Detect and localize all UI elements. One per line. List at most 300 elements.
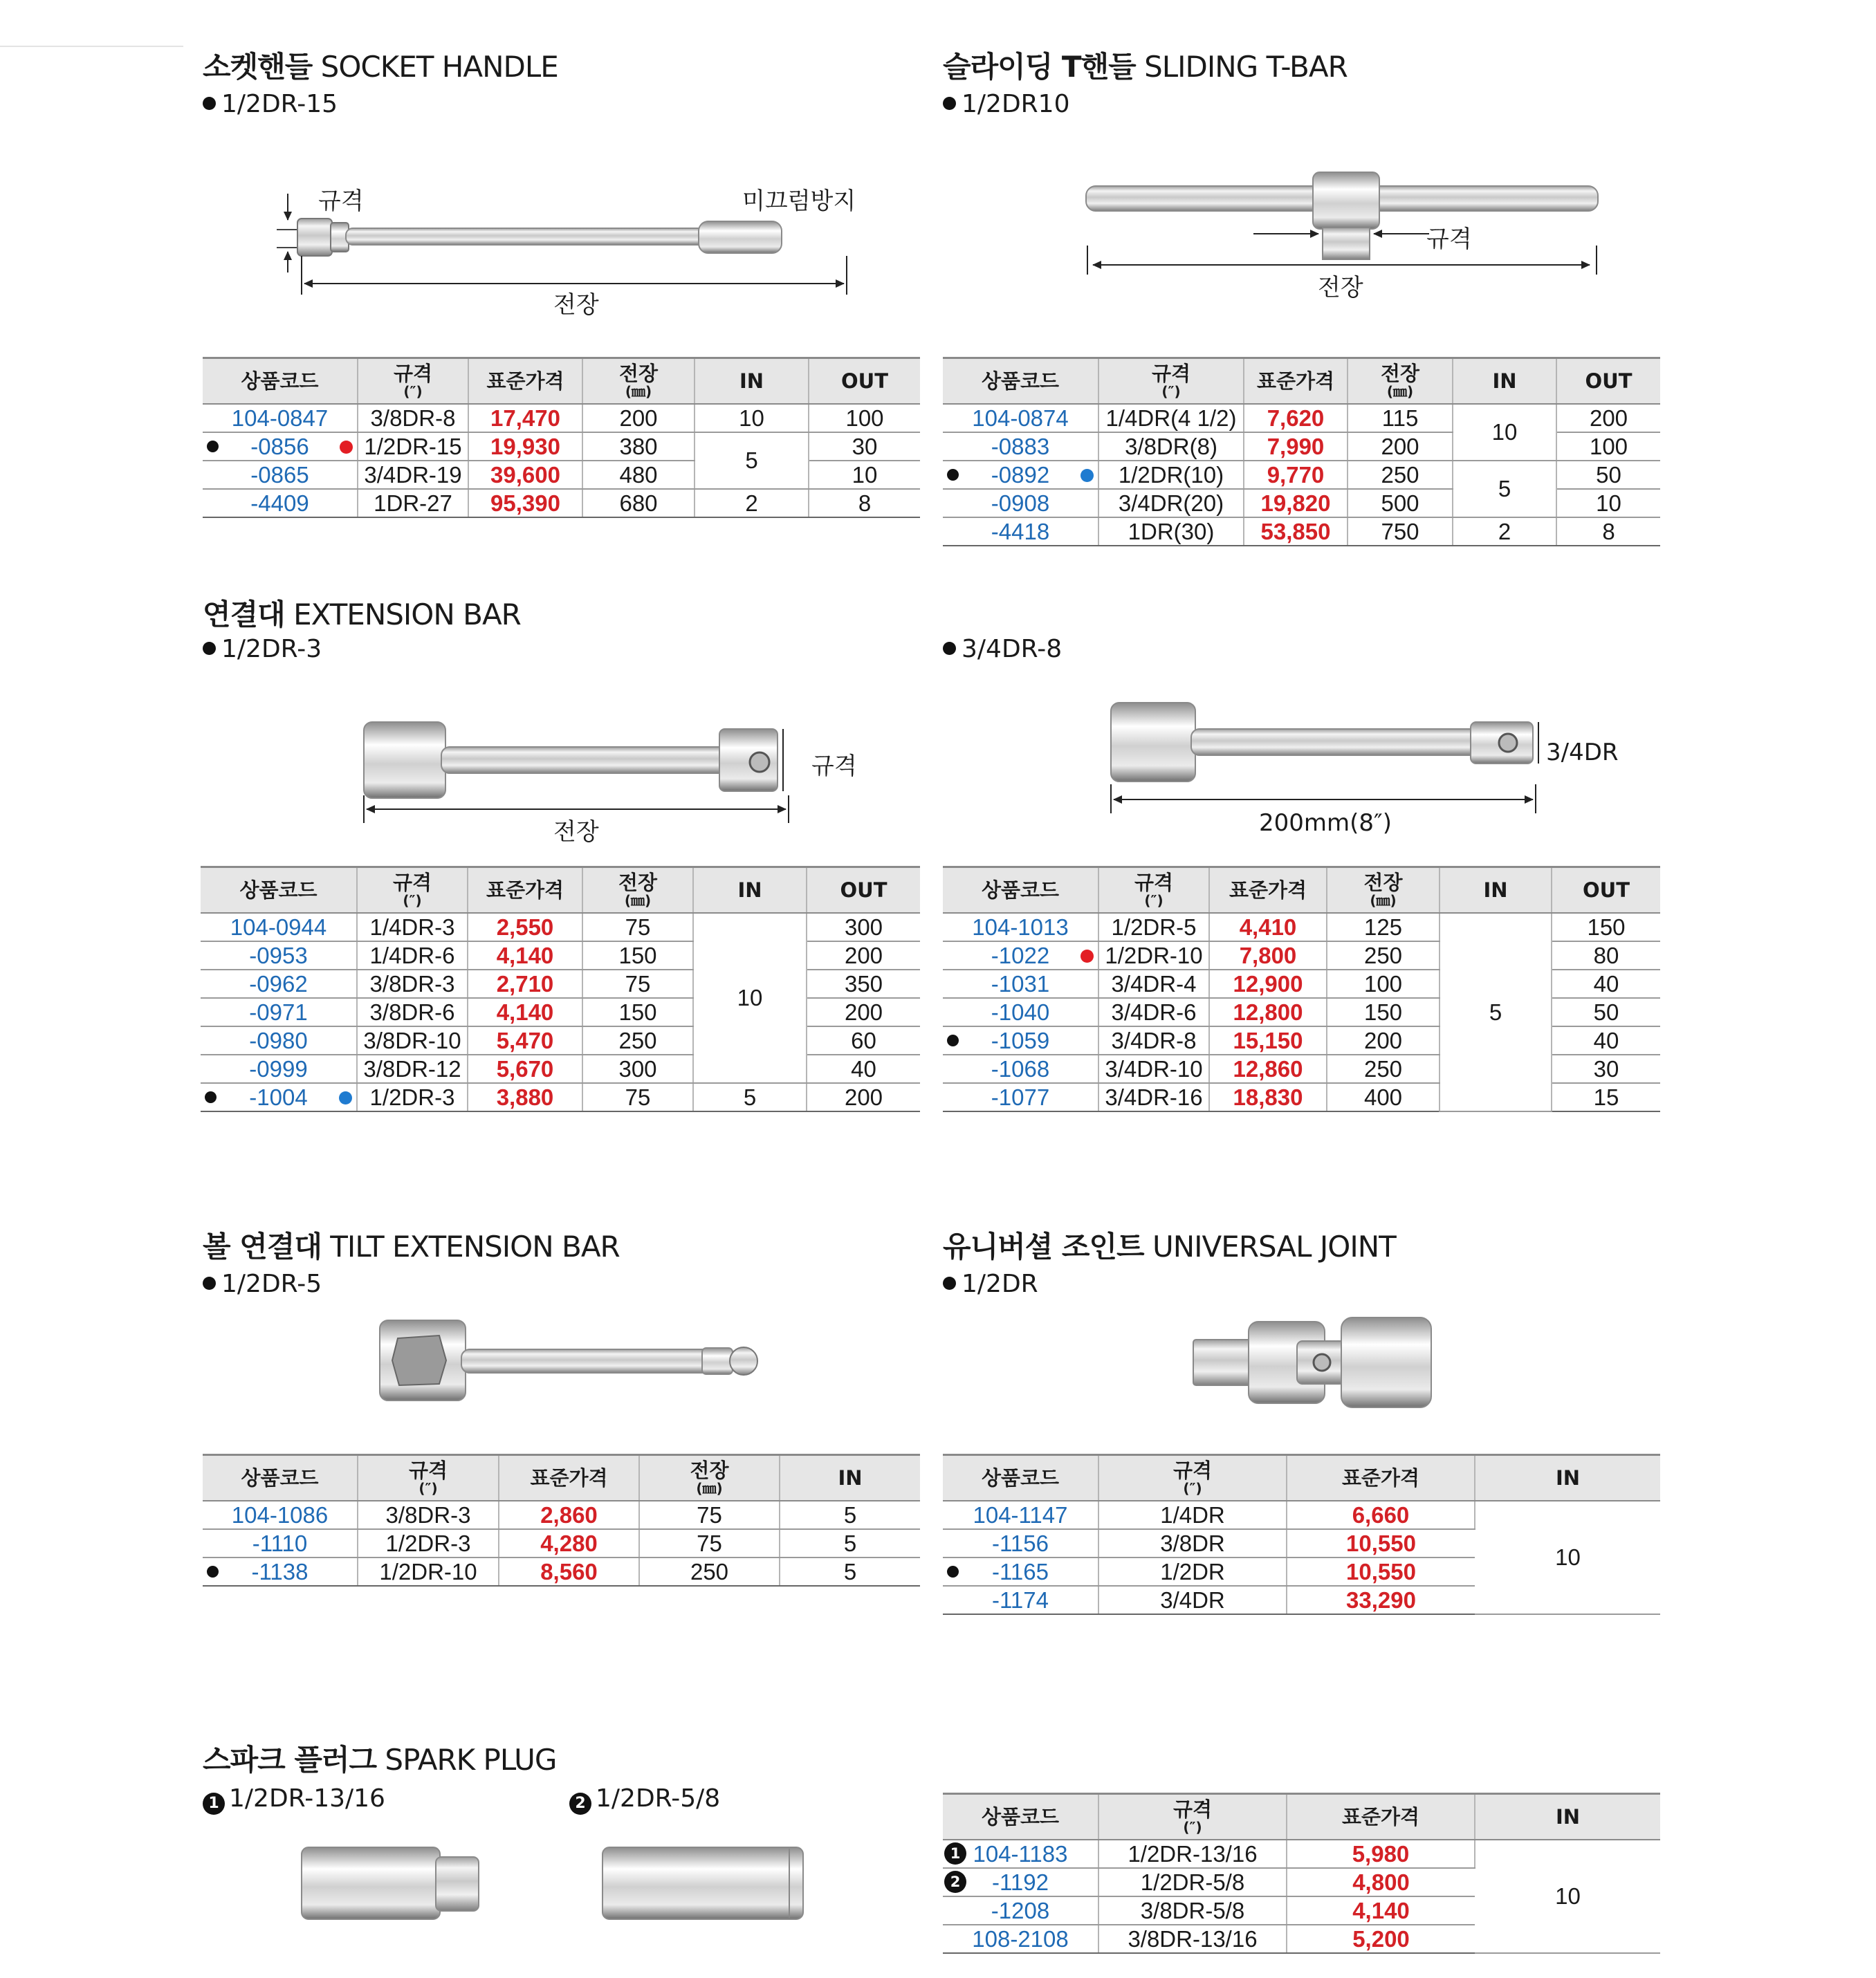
length-cell: 480 xyxy=(582,461,695,489)
col-price: 표준가격 xyxy=(1287,1455,1475,1501)
table-row xyxy=(943,517,1660,546)
sliding-tbar-spec-label: 규격 xyxy=(1426,225,1472,253)
spec-cell: 3/4DR-10 xyxy=(1098,1055,1209,1083)
extension-bar-title-en: EXTENSION BAR xyxy=(293,598,521,631)
number-2-icon: 2 xyxy=(569,1793,591,1815)
price-cell: 15,150 xyxy=(1209,1026,1327,1055)
col-out: OUT xyxy=(1552,867,1660,914)
col-code: 상품코드 xyxy=(943,867,1098,914)
code-text: -0856 xyxy=(250,433,309,459)
col-spec-unit: (″) xyxy=(1183,1818,1202,1836)
price-cell: 19,930 xyxy=(468,432,582,461)
col-spec-unit: (″) xyxy=(403,382,423,400)
spec-cell: 3/4DR-8 xyxy=(1098,1026,1209,1055)
spec-cell: 1/4DR(4 1/2) xyxy=(1098,404,1244,432)
spark-plug-subtitle-1 xyxy=(203,1784,385,1815)
price-cell: 4,410 xyxy=(1209,913,1327,941)
length-cell: 380 xyxy=(582,432,695,461)
ball-joint-icon xyxy=(730,1347,757,1375)
code-cell: 104-0847 xyxy=(203,404,358,432)
length-cell: 115 xyxy=(1348,404,1453,432)
code-cell: -0980 xyxy=(201,1026,357,1055)
code-cell: -0865 xyxy=(203,461,358,489)
sliding-tbar-length-label: 전장 xyxy=(1318,274,1363,302)
length-cell: 125 xyxy=(1327,913,1440,941)
col-spec-unit: (″) xyxy=(403,891,422,909)
col-out: OUT xyxy=(807,867,920,914)
table-row xyxy=(201,941,920,970)
socket-handle-table xyxy=(203,357,920,518)
col-spec-text: 규격 xyxy=(1172,1459,1213,1483)
socket-handle-subtitle-text: 1/2DR-15 xyxy=(221,90,338,118)
col-price: 표준가격 xyxy=(1287,1794,1475,1840)
socket-handle-subtitle xyxy=(203,90,338,118)
bullet-icon xyxy=(947,469,959,481)
socket-handle-antislip-label: 미끄럼방지 xyxy=(742,187,856,215)
col-length-unit: (㎜) xyxy=(1370,891,1397,909)
number-1-icon: 1 xyxy=(203,1793,225,1815)
top-rule xyxy=(0,46,183,47)
code-cell xyxy=(943,461,1098,489)
length-cell: 100 xyxy=(1327,970,1440,998)
length-cell: 250 xyxy=(1348,461,1453,489)
col-in: IN xyxy=(1453,358,1556,405)
table-row xyxy=(201,1083,920,1111)
col-length-text: 전장 xyxy=(1380,362,1420,386)
out-cell: 200 xyxy=(1556,404,1660,432)
table-row xyxy=(943,1501,1660,1529)
extension-bar-34-subtitle-text: 3/4DR-8 xyxy=(962,635,1063,663)
bullet-icon xyxy=(207,1566,219,1578)
length-cell: 250 xyxy=(1327,941,1440,970)
col-spec-unit: (″) xyxy=(1161,382,1181,400)
out-cell: 100 xyxy=(809,404,920,432)
tilt-extension-title-en: TILT EXTENSION BAR xyxy=(330,1230,620,1264)
code-cell: -1156 xyxy=(943,1529,1098,1558)
spec-cell: 1/2DR-5/8 xyxy=(1098,1868,1287,1896)
spark-plug-title xyxy=(203,1737,556,1779)
col-length xyxy=(582,358,695,405)
extension-bar-subtitle xyxy=(203,635,322,663)
col-code: 상품코드 xyxy=(943,1794,1098,1840)
sliding-tbar-title-en: SLIDING T-BAR xyxy=(1144,50,1348,84)
universal-joint-table xyxy=(943,1454,1660,1615)
col-code: 상품코드 xyxy=(943,1455,1098,1501)
price-cell: 53,850 xyxy=(1244,517,1348,546)
red-mark-icon xyxy=(340,441,353,454)
code-cell: -1040 xyxy=(943,998,1098,1026)
socket-end-icon xyxy=(1341,1318,1431,1407)
col-out: OUT xyxy=(1556,358,1660,405)
table-header-row xyxy=(203,1455,920,1501)
bullet-icon xyxy=(203,642,216,655)
code-text: -1004 xyxy=(249,1084,308,1110)
length-cell: 300 xyxy=(582,1055,693,1083)
length-cell: 75 xyxy=(639,1529,780,1558)
out-cell: 10 xyxy=(809,461,920,489)
table-row xyxy=(943,1026,1660,1055)
spec-cell: 3/4DR-16 xyxy=(1098,1083,1209,1111)
extension-bar-34-illustration xyxy=(1107,699,1556,823)
length-cell: 250 xyxy=(639,1558,780,1586)
socket-handle-title-en: SOCKET HANDLE xyxy=(320,50,558,84)
col-price: 표준가격 xyxy=(499,1455,639,1501)
spec-cell: 3/4DR xyxy=(1098,1586,1287,1614)
bullet-icon xyxy=(943,1277,956,1290)
code-cell xyxy=(943,941,1098,970)
blue-mark-icon xyxy=(1080,469,1094,482)
table-row xyxy=(203,1529,920,1558)
in-cell: 2 xyxy=(1453,517,1556,546)
table-header-row xyxy=(943,1794,1660,1840)
bar-shaft-icon xyxy=(441,747,746,773)
col-in: IN xyxy=(695,358,809,405)
price-cell: 5,470 xyxy=(468,1026,582,1055)
extension-bar-34-length-label: 200mm(8″) xyxy=(1259,809,1392,837)
extension-bar-34-spec-label: 3/4DR xyxy=(1546,739,1619,766)
socket-handle-spec-label: 규격 xyxy=(318,187,364,215)
sliding-tbar-title-ko: 슬라이딩 T핸들 xyxy=(943,50,1136,84)
bullet-icon xyxy=(207,441,219,452)
in-cell: 10 xyxy=(1475,1501,1660,1614)
col-spec xyxy=(1098,1455,1287,1501)
tilt-extension-title-ko: 볼 연결대 xyxy=(203,1230,322,1264)
code-cell: -4418 xyxy=(943,517,1098,546)
col-price: 표준가격 xyxy=(468,867,582,914)
socket-body-icon xyxy=(302,1847,440,1919)
spec-cell: 3/4DR(20) xyxy=(1098,489,1244,517)
col-spec xyxy=(357,867,468,914)
socket-handle-title-ko: 소켓핸들 xyxy=(203,50,313,84)
length-cell: 750 xyxy=(1348,517,1453,546)
in-cell: 5 xyxy=(780,1558,920,1586)
price-cell: 5,200 xyxy=(1287,1925,1475,1953)
length-cell: 75 xyxy=(582,970,693,998)
table-row xyxy=(943,941,1660,970)
col-length-text: 전장 xyxy=(618,871,658,895)
spec-cell: 3/8DR-3 xyxy=(358,1501,499,1529)
bullet-icon xyxy=(943,97,956,110)
code-cell: -0908 xyxy=(943,489,1098,517)
table-row xyxy=(201,1026,920,1055)
spec-cell: 3/8DR-12 xyxy=(357,1055,468,1083)
table-row xyxy=(943,404,1660,432)
col-length xyxy=(582,867,693,914)
table-row xyxy=(203,489,920,517)
spark-plug-subtitle-2 xyxy=(569,1784,720,1815)
spark-plug-table xyxy=(943,1793,1660,1954)
spec-cell: 1/2DR-3 xyxy=(358,1529,499,1558)
price-cell: 2,550 xyxy=(468,913,582,941)
out-cell: 300 xyxy=(807,913,920,941)
price-cell: 9,770 xyxy=(1244,461,1348,489)
price-cell: 7,990 xyxy=(1244,432,1348,461)
price-cell: 19,820 xyxy=(1244,489,1348,517)
price-cell: 4,800 xyxy=(1287,1868,1475,1896)
extension-bar-length-label: 전장 xyxy=(553,818,599,846)
tilt-extension-illustration xyxy=(377,1318,764,1407)
out-cell: 150 xyxy=(1552,913,1660,941)
length-cell: 200 xyxy=(1327,1026,1440,1055)
table-row xyxy=(203,404,920,432)
price-cell: 7,620 xyxy=(1244,404,1348,432)
in-cell: 10 xyxy=(695,404,809,432)
code-text: -1138 xyxy=(251,1558,309,1584)
spark-plug-socket-2-illustration xyxy=(598,1843,813,1926)
price-cell: 8,560 xyxy=(499,1558,639,1586)
out-cell: 80 xyxy=(1552,941,1660,970)
price-cell: 12,800 xyxy=(1209,998,1327,1026)
col-in: IN xyxy=(693,867,807,914)
socket-head-icon xyxy=(297,219,332,256)
col-in: IN xyxy=(1475,1455,1660,1501)
extension-bar-34-subtitle xyxy=(943,635,1062,663)
in-cell: 5 xyxy=(693,1083,807,1111)
out-cell: 15 xyxy=(1552,1083,1660,1111)
code-cell: -1031 xyxy=(943,970,1098,998)
col-in: IN xyxy=(1475,1794,1660,1840)
col-spec-text: 규격 xyxy=(408,1459,448,1483)
spec-cell: 1/2DR-5 xyxy=(1098,913,1209,941)
socket-drive-icon xyxy=(436,1857,479,1911)
price-cell: 95,390 xyxy=(468,489,582,517)
code-cell: -1110 xyxy=(203,1529,358,1558)
col-out: OUT xyxy=(809,358,920,405)
col-spec-text: 규격 xyxy=(1134,871,1174,895)
tilt-extension-subtitle xyxy=(203,1270,322,1298)
spec-cell: 1DR(30) xyxy=(1098,517,1244,546)
price-cell: 6,660 xyxy=(1287,1501,1475,1529)
out-cell: 200 xyxy=(807,941,920,970)
code-cell: -1077 xyxy=(943,1083,1098,1111)
out-cell: 50 xyxy=(1556,461,1660,489)
price-cell: 4,280 xyxy=(499,1529,639,1558)
code-cell xyxy=(943,1026,1098,1055)
col-length-unit: (㎜) xyxy=(624,891,652,909)
price-cell: 39,600 xyxy=(468,461,582,489)
bullet-icon xyxy=(203,1277,216,1290)
table-row xyxy=(943,970,1660,998)
price-cell: 12,860 xyxy=(1209,1055,1327,1083)
code-cell: -1068 xyxy=(943,1055,1098,1083)
col-price: 표준가격 xyxy=(1209,867,1327,914)
col-price: 표준가격 xyxy=(1244,358,1348,405)
universal-joint-title-ko: 유니버셜 조인트 xyxy=(943,1230,1144,1264)
bullet-icon xyxy=(943,642,956,655)
spec-cell: 3/8DR-6 xyxy=(357,998,468,1026)
col-code: 상품코드 xyxy=(203,1455,358,1501)
spec-cell: 1/4DR-6 xyxy=(357,941,468,970)
spec-cell: 3/4DR-6 xyxy=(1098,998,1209,1026)
table-row xyxy=(943,998,1660,1026)
table-row xyxy=(943,1055,1660,1083)
table-header-row xyxy=(943,358,1660,405)
spark-plug-socket-1-illustration xyxy=(297,1843,491,1926)
col-length-text: 전장 xyxy=(1363,871,1403,895)
price-cell: 33,290 xyxy=(1287,1586,1475,1614)
code-cell xyxy=(943,1840,1098,1868)
code-cell: -0971 xyxy=(201,998,357,1026)
code-cell xyxy=(203,432,358,461)
extension-bar-34-table xyxy=(943,866,1660,1112)
table-row xyxy=(943,461,1660,489)
in-cell: 5 xyxy=(695,432,809,489)
length-cell: 75 xyxy=(582,913,693,941)
out-cell: 350 xyxy=(807,970,920,998)
col-code: 상품코드 xyxy=(201,867,357,914)
code-text: 104-1183 xyxy=(973,1840,1068,1867)
sliding-tbar-subtitle xyxy=(943,90,1069,118)
code-cell xyxy=(201,1083,357,1111)
price-cell: 4,140 xyxy=(468,998,582,1026)
spark-plug-subtitle-1-text: 1/2DR-13/16 xyxy=(229,1784,385,1813)
price-cell: 3,880 xyxy=(468,1083,582,1111)
spec-cell: 1DR-27 xyxy=(358,489,468,517)
spec-cell: 1/4DR xyxy=(1098,1501,1287,1529)
out-cell: 8 xyxy=(809,489,920,517)
code-text: -1192 xyxy=(992,1869,1049,1895)
table-row xyxy=(203,1501,920,1529)
in-cell: 10 xyxy=(1475,1840,1660,1953)
length-cell: 400 xyxy=(1327,1083,1440,1111)
price-cell: 2,710 xyxy=(468,970,582,998)
tilt-extension-title xyxy=(203,1224,620,1266)
col-length-unit: (㎜) xyxy=(1386,382,1414,400)
square-drive-icon xyxy=(1193,1340,1253,1385)
code-cell: 104-1086 xyxy=(203,1501,358,1529)
length-cell: 680 xyxy=(582,489,695,517)
universal-joint-title-en: UNIVERSAL JOINT xyxy=(1152,1230,1396,1264)
col-spec-text: 규격 xyxy=(393,362,433,386)
code-cell: -0999 xyxy=(201,1055,357,1083)
length-cell: 200 xyxy=(1348,432,1453,461)
spec-cell: 1/2DR-3 xyxy=(357,1083,468,1111)
blue-mark-icon xyxy=(339,1091,352,1104)
in-cell: 2 xyxy=(695,489,809,517)
col-code: 상품코드 xyxy=(943,358,1098,405)
in-cell: 10 xyxy=(1453,404,1556,461)
table-row xyxy=(201,970,920,998)
in-cell: 5 xyxy=(1440,913,1552,1111)
col-spec xyxy=(358,358,468,405)
col-spec xyxy=(1098,1794,1287,1840)
socket-end-icon xyxy=(364,722,445,798)
bullet-icon xyxy=(947,1566,959,1578)
grip-icon xyxy=(699,221,782,253)
tbar-slider-icon xyxy=(1313,172,1379,229)
code-cell: -4409 xyxy=(203,489,358,517)
in-cell: 5 xyxy=(780,1529,920,1558)
in-cell: 5 xyxy=(780,1501,920,1529)
spec-cell: 3/4DR-4 xyxy=(1098,970,1209,998)
bullet-icon xyxy=(947,1035,959,1046)
bar-shaft-icon xyxy=(461,1349,710,1373)
table-row xyxy=(943,1840,1660,1868)
out-cell: 40 xyxy=(1552,1026,1660,1055)
bullet-icon xyxy=(205,1091,217,1103)
code-text: -1022 xyxy=(991,942,1050,968)
socket-handle-length-label: 전장 xyxy=(553,291,599,319)
code-cell: -1208 xyxy=(943,1896,1098,1925)
number-1-icon: 1 xyxy=(944,1842,966,1865)
price-cell: 10,550 xyxy=(1287,1558,1475,1586)
price-cell: 17,470 xyxy=(468,404,582,432)
code-cell: 104-1147 xyxy=(943,1501,1098,1529)
spec-cell: 1/2DR-15 xyxy=(358,432,468,461)
table-row xyxy=(203,432,920,461)
out-cell: 40 xyxy=(807,1055,920,1083)
price-cell: 2,860 xyxy=(499,1501,639,1529)
code-cell xyxy=(943,1868,1098,1896)
col-code: 상품코드 xyxy=(203,358,358,405)
extension-bar-title xyxy=(203,592,521,634)
table-row xyxy=(201,1055,920,1083)
price-cell: 5,980 xyxy=(1287,1840,1475,1868)
col-in: IN xyxy=(1440,867,1552,914)
code-cell: 104-1013 xyxy=(943,913,1098,941)
col-length xyxy=(639,1455,780,1501)
col-spec xyxy=(1098,358,1244,405)
bullet-icon xyxy=(203,97,216,110)
socket-handle-title xyxy=(203,44,558,86)
out-cell: 60 xyxy=(807,1026,920,1055)
spec-cell: 3/8DR(8) xyxy=(1098,432,1244,461)
extension-bar-spec-label: 규격 xyxy=(811,752,857,780)
spec-cell: 1/4DR-3 xyxy=(357,913,468,941)
col-length-text: 전장 xyxy=(690,1459,729,1483)
col-spec xyxy=(1098,867,1209,914)
universal-joint-subtitle-text: 1/2DR xyxy=(962,1270,1038,1298)
spec-cell: 3/8DR-13/16 xyxy=(1098,1925,1287,1953)
col-length xyxy=(1348,358,1453,405)
universal-joint-subtitle xyxy=(943,1270,1038,1298)
length-cell: 500 xyxy=(1348,489,1453,517)
spec-cell: 1/2DR(10) xyxy=(1098,461,1244,489)
red-mark-icon xyxy=(1080,950,1094,963)
price-cell: 18,830 xyxy=(1209,1083,1327,1111)
price-cell: 5,670 xyxy=(468,1055,582,1083)
out-cell: 50 xyxy=(1552,998,1660,1026)
code-text: -0892 xyxy=(991,461,1050,488)
bar-shaft-icon xyxy=(1191,729,1496,755)
code-text: -1059 xyxy=(991,1027,1050,1053)
code-text: -1165 xyxy=(992,1558,1049,1584)
spark-plug-subtitle-2-text: 1/2DR-5/8 xyxy=(596,1784,721,1813)
length-cell: 150 xyxy=(582,941,693,970)
tilt-extension-table xyxy=(203,1454,920,1587)
out-cell: 30 xyxy=(1552,1055,1660,1083)
socket-body-icon xyxy=(603,1847,803,1919)
col-length-text: 전장 xyxy=(618,362,659,386)
spec-cell: 1/2DR xyxy=(1098,1558,1287,1586)
code-cell: 104-0944 xyxy=(201,913,357,941)
out-cell: 100 xyxy=(1556,432,1660,461)
length-cell: 200 xyxy=(582,404,695,432)
out-cell: 200 xyxy=(807,998,920,1026)
code-cell: -0883 xyxy=(943,432,1098,461)
spec-cell: 3/8DR-10 xyxy=(357,1026,468,1055)
sliding-tbar-subtitle-text: 1/2DR10 xyxy=(962,90,1070,118)
extension-bar-table xyxy=(201,866,920,1112)
length-cell: 250 xyxy=(582,1026,693,1055)
spec-cell: 3/8DR-5/8 xyxy=(1098,1896,1287,1925)
spec-cell: 3/8DR-3 xyxy=(357,970,468,998)
table-row xyxy=(943,913,1660,941)
length-cell: 150 xyxy=(582,998,693,1026)
col-length-unit: (㎜) xyxy=(696,1479,723,1497)
number-2-icon: 2 xyxy=(944,1871,966,1893)
out-cell: 40 xyxy=(1552,970,1660,998)
